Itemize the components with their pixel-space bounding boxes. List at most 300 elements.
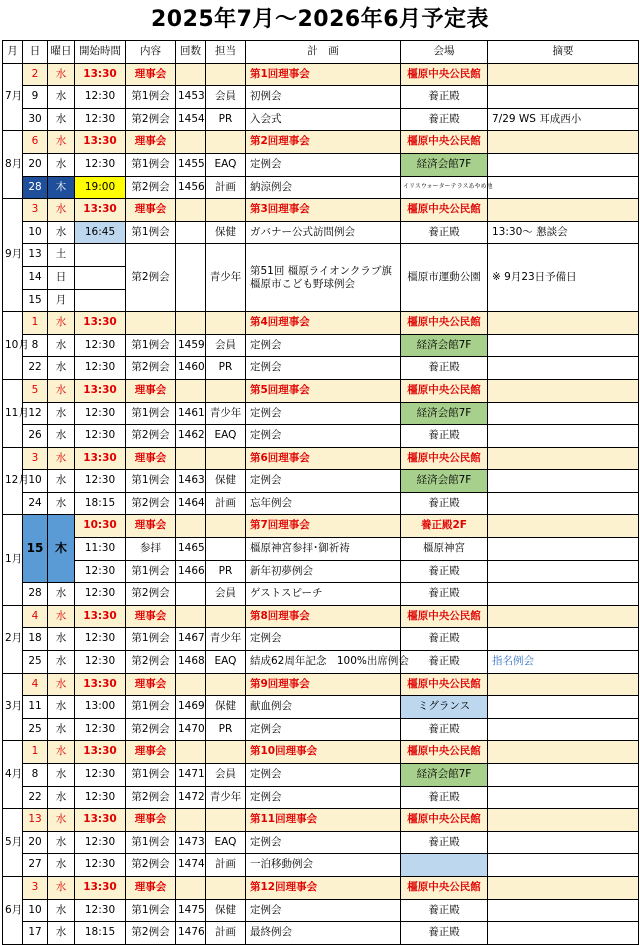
weekday-cell: 水 — [48, 696, 75, 719]
weekday-cell: 水 — [48, 831, 75, 854]
count-cell: 1454 — [176, 108, 206, 131]
day-cell: 2 — [23, 63, 48, 86]
weekday-cell: 水 — [48, 312, 75, 335]
day-cell: 4 — [23, 673, 48, 696]
header-row — [3, 41, 639, 64]
weekday-cell: 水 — [48, 764, 75, 787]
venue-cell: 橿原神宮 — [401, 538, 488, 561]
day-cell: 5 — [23, 379, 48, 402]
count-cell — [176, 605, 206, 628]
plan-cell: 入会式 — [246, 108, 401, 131]
day-cell: 15 — [23, 289, 48, 312]
count-cell — [176, 741, 206, 764]
plan-cell: 第3回理事会 — [246, 199, 401, 222]
start-time-cell: 11:30 — [75, 538, 126, 561]
charge-cell — [206, 199, 246, 222]
weekday-cell: 水 — [48, 876, 75, 899]
month-cell: 2月 — [3, 605, 23, 673]
plan-cell: 納涼例会 — [246, 176, 401, 199]
count-cell: 1459 — [176, 334, 206, 357]
plan-cell: 定例会 — [246, 425, 401, 448]
plan-cell: 初例会 — [246, 86, 401, 109]
note-cell — [488, 334, 639, 357]
start-time-cell: 13:30 — [75, 447, 126, 470]
content-cell: 第1例会 — [126, 764, 176, 787]
table-row — [3, 244, 639, 267]
venue-cell: 養正殿 — [401, 357, 488, 380]
count-cell — [176, 809, 206, 832]
venue-cell: 経済会館7F — [401, 153, 488, 176]
count-cell: 1467 — [176, 628, 206, 651]
content-cell: 理事会 — [126, 199, 176, 222]
venue-cell: 橿原中央公民館 — [401, 63, 488, 86]
note-cell — [488, 605, 639, 628]
weekday-cell: 水 — [48, 809, 75, 832]
note-cell — [488, 673, 639, 696]
start-time-cell: 13:30 — [75, 379, 126, 402]
venue-cell: 養正殿 — [401, 108, 488, 131]
table-row — [3, 538, 639, 561]
day-cell: 8 — [23, 764, 48, 787]
month-cell: 1月 — [3, 515, 23, 605]
month-cell: 8月 — [3, 131, 23, 199]
note-cell: 指名例会 — [488, 651, 639, 674]
charge-cell: 青少年 — [206, 244, 246, 312]
plan-cell: 献血例会 — [246, 696, 401, 719]
content-cell: 第1例会 — [126, 153, 176, 176]
plan-cell: 定例会 — [246, 402, 401, 425]
plan-cell: 忘年例会 — [246, 492, 401, 515]
count-cell: 1470 — [176, 718, 206, 741]
table-row — [3, 402, 639, 425]
table-row — [3, 199, 639, 222]
note-cell — [488, 425, 639, 448]
day-cell: 15 — [23, 515, 48, 583]
charge-cell — [206, 379, 246, 402]
count-cell: 1472 — [176, 786, 206, 809]
count-cell — [176, 515, 206, 538]
content-cell: 第1例会 — [126, 899, 176, 922]
start-time-cell: 12:30 — [75, 651, 126, 674]
table-row — [3, 786, 639, 809]
venue-cell: 養正殿 — [401, 651, 488, 674]
table-row — [3, 831, 639, 854]
day-cell: 11 — [23, 696, 48, 719]
count-cell — [176, 583, 206, 606]
count-cell: 1456 — [176, 176, 206, 199]
table-row — [3, 718, 639, 741]
header-charge: 担当 — [206, 41, 246, 64]
start-time-cell: 12:30 — [75, 786, 126, 809]
header-month: 月 — [3, 41, 23, 64]
venue-cell: 橿原中央公民館 — [401, 809, 488, 832]
start-time-cell: 18:15 — [75, 492, 126, 515]
note-cell — [488, 153, 639, 176]
content-cell: 第2例会 — [126, 922, 176, 945]
table-row — [3, 425, 639, 448]
count-cell: 1474 — [176, 854, 206, 877]
start-time-cell: 12:30 — [75, 334, 126, 357]
count-cell: 1468 — [176, 651, 206, 674]
venue-cell: ミグランス — [401, 696, 488, 719]
plan-cell: 定例会 — [246, 831, 401, 854]
table-row — [3, 492, 639, 515]
plan-cell: 定例会 — [246, 470, 401, 493]
plan-cell: 定例会 — [246, 899, 401, 922]
content-cell: 第1例会 — [126, 334, 176, 357]
weekday-cell: 月 — [48, 289, 75, 312]
plan-cell: 第11回理事会 — [246, 809, 401, 832]
day-cell: 24 — [23, 492, 48, 515]
weekday-cell: 水 — [48, 673, 75, 696]
start-time-cell — [75, 266, 126, 289]
start-time-cell: 12:30 — [75, 831, 126, 854]
venue-cell — [401, 854, 488, 877]
charge-cell: 保健 — [206, 696, 246, 719]
charge-cell — [206, 447, 246, 470]
venue-cell: 橿原中央公民館 — [401, 741, 488, 764]
weekday-cell: 日 — [48, 266, 75, 289]
day-cell: 4 — [23, 605, 48, 628]
charge-cell — [206, 63, 246, 86]
weekday-cell: 水 — [48, 86, 75, 109]
note-cell — [488, 176, 639, 199]
count-cell — [176, 221, 206, 244]
note-cell — [488, 831, 639, 854]
count-cell — [176, 379, 206, 402]
plan-cell: 第9回理事会 — [246, 673, 401, 696]
start-time-cell: 12:30 — [75, 108, 126, 131]
plan-cell: 第4回理事会 — [246, 312, 401, 335]
count-cell — [176, 447, 206, 470]
charge-cell: 青少年 — [206, 786, 246, 809]
count-cell: 1469 — [176, 696, 206, 719]
charge-cell — [206, 515, 246, 538]
header-start-time: 開始時間 — [75, 41, 126, 64]
day-cell: 3 — [23, 876, 48, 899]
venue-cell: 養正殿 — [401, 583, 488, 606]
venue-cell: 養正殿 — [401, 922, 488, 945]
table-row — [3, 876, 639, 899]
count-cell: 1453 — [176, 86, 206, 109]
weekday-cell: 水 — [48, 492, 75, 515]
content-cell: 理事会 — [126, 876, 176, 899]
month-cell: 10月 — [3, 312, 23, 380]
start-time-cell: 13:30 — [75, 199, 126, 222]
start-time-cell: 12:30 — [75, 764, 126, 787]
plan-cell: 第1回理事会 — [246, 63, 401, 86]
table-row — [3, 86, 639, 109]
count-cell: 1455 — [176, 153, 206, 176]
start-time-cell: 13:30 — [75, 131, 126, 154]
weekday-cell: 水 — [48, 199, 75, 222]
charge-cell — [206, 673, 246, 696]
charge-cell: 計画 — [206, 176, 246, 199]
note-cell — [488, 199, 639, 222]
venue-cell: イリスウォーターテラスあやめ池 — [401, 176, 488, 199]
venue-cell: 養正殿 — [401, 831, 488, 854]
note-cell — [488, 786, 639, 809]
content-cell: 理事会 — [126, 379, 176, 402]
count-cell: 1475 — [176, 899, 206, 922]
content-cell: 第1例会 — [126, 831, 176, 854]
charge-cell: EAQ — [206, 153, 246, 176]
start-time-cell: 13:30 — [75, 605, 126, 628]
day-cell: 6 — [23, 131, 48, 154]
table-row — [3, 583, 639, 606]
start-time-cell — [75, 289, 126, 312]
start-time-cell: 19:00 — [75, 176, 126, 199]
venue-cell: 橿原中央公民館 — [401, 379, 488, 402]
charge-cell — [206, 538, 246, 561]
weekday-cell: 水 — [48, 221, 75, 244]
weekday-cell: 水 — [48, 425, 75, 448]
table-row — [3, 153, 639, 176]
plan-cell: 第6回理事会 — [246, 447, 401, 470]
plan-cell: 第2回理事会 — [246, 131, 401, 154]
start-time-cell: 12:30 — [75, 402, 126, 425]
content-cell: 第2例会 — [126, 651, 176, 674]
note-cell — [488, 583, 639, 606]
plan-cell: 最終例会 — [246, 922, 401, 945]
month-cell: 7月 — [3, 63, 23, 131]
charge-cell — [206, 131, 246, 154]
table-row — [3, 605, 639, 628]
charge-cell: 計画 — [206, 854, 246, 877]
table-row — [3, 696, 639, 719]
weekday-cell: 水 — [48, 379, 75, 402]
weekday-cell: 水 — [48, 854, 75, 877]
plan-cell: 定例会 — [246, 153, 401, 176]
weekday-cell: 水 — [48, 108, 75, 131]
venue-cell: 橿原中央公民館 — [401, 673, 488, 696]
table-row — [3, 334, 639, 357]
plan-cell: 第12回理事会 — [246, 876, 401, 899]
table-row — [3, 176, 639, 199]
content-cell: 第1例会 — [126, 560, 176, 583]
content-cell: 第1例会 — [126, 402, 176, 425]
weekday-cell: 水 — [48, 334, 75, 357]
charge-cell: EAQ — [206, 831, 246, 854]
plan-cell: ゲストスピーチ — [246, 583, 401, 606]
venue-cell: 橿原中央公民館 — [401, 312, 488, 335]
start-time-cell: 12:30 — [75, 899, 126, 922]
charge-cell: 青少年 — [206, 402, 246, 425]
plan-cell: ガバナー公式訪問例会 — [246, 221, 401, 244]
start-time-cell: 13:30 — [75, 63, 126, 86]
charge-cell — [206, 605, 246, 628]
table-row — [3, 447, 639, 470]
header-plan: 計 画 — [246, 41, 401, 64]
content-cell: 第1例会 — [126, 696, 176, 719]
venue-cell: 養正殿 — [401, 718, 488, 741]
count-cell: 1473 — [176, 831, 206, 854]
table-row — [3, 131, 639, 154]
table-row — [3, 560, 639, 583]
day-cell: 10 — [23, 899, 48, 922]
count-cell: 1462 — [176, 425, 206, 448]
charge-cell: 保健 — [206, 221, 246, 244]
charge-cell — [206, 876, 246, 899]
venue-cell: 橿原中央公民館 — [401, 131, 488, 154]
plan-cell: 結成62周年記念 100%出席例会 — [246, 651, 401, 674]
count-cell — [176, 131, 206, 154]
count-cell: 1463 — [176, 470, 206, 493]
note-cell — [488, 131, 639, 154]
weekday-cell: 水 — [48, 402, 75, 425]
count-cell — [176, 312, 206, 335]
venue-cell: 橿原中央公民館 — [401, 447, 488, 470]
plan-cell: 定例会 — [246, 357, 401, 380]
month-cell: 5月 — [3, 809, 23, 877]
content-cell: 参拝 — [126, 538, 176, 561]
note-cell — [488, 741, 639, 764]
note-cell — [488, 357, 639, 380]
count-cell — [176, 244, 206, 312]
header-count: 回数 — [176, 41, 206, 64]
weekday-cell: 水 — [48, 922, 75, 945]
weekday-cell: 木 — [48, 515, 75, 583]
day-cell: 22 — [23, 786, 48, 809]
month-cell: 3月 — [3, 673, 23, 741]
content-cell: 第2例会 — [126, 786, 176, 809]
day-cell: 17 — [23, 922, 48, 945]
note-cell — [488, 809, 639, 832]
start-time-cell: 12:30 — [75, 425, 126, 448]
content-cell: 理事会 — [126, 63, 176, 86]
charge-cell: EAQ — [206, 425, 246, 448]
weekday-cell: 水 — [48, 651, 75, 674]
note-cell — [488, 86, 639, 109]
content-cell: 第2例会 — [126, 425, 176, 448]
count-cell — [176, 876, 206, 899]
month-cell: 6月 — [3, 876, 23, 944]
count-cell: 1461 — [176, 402, 206, 425]
table-row — [3, 470, 639, 493]
charge-cell: 会員 — [206, 334, 246, 357]
table-row — [3, 809, 639, 832]
venue-cell: 養正殿 — [401, 86, 488, 109]
start-time-cell: 12:30 — [75, 854, 126, 877]
day-cell: 8 — [23, 334, 48, 357]
plan-cell: 第7回理事会 — [246, 515, 401, 538]
header-note: 摘要 — [488, 41, 639, 64]
charge-cell: EAQ — [206, 651, 246, 674]
venue-cell: 橿原中央公民館 — [401, 199, 488, 222]
content-cell: 理事会 — [126, 605, 176, 628]
charge-cell: 計画 — [206, 492, 246, 515]
table-row — [3, 628, 639, 651]
charge-cell — [206, 809, 246, 832]
venue-cell: 経済会館7F — [401, 764, 488, 787]
content-cell: 第2例会 — [126, 357, 176, 380]
start-time-cell: 13:30 — [75, 312, 126, 335]
day-cell: 20 — [23, 831, 48, 854]
start-time-cell: 13:30 — [75, 673, 126, 696]
start-time-cell: 12:30 — [75, 560, 126, 583]
content-cell: 理事会 — [126, 131, 176, 154]
charge-cell: 計画 — [206, 922, 246, 945]
day-cell: 3 — [23, 199, 48, 222]
day-cell: 30 — [23, 108, 48, 131]
weekday-cell: 水 — [48, 605, 75, 628]
content-cell: 理事会 — [126, 809, 176, 832]
note-cell — [488, 854, 639, 877]
content-cell: 第2例会 — [126, 583, 176, 606]
venue-cell: 経済会館7F — [401, 470, 488, 493]
table-row — [3, 63, 639, 86]
month-cell: 4月 — [3, 741, 23, 809]
charge-cell: PR — [206, 108, 246, 131]
note-cell — [488, 63, 639, 86]
note-cell — [488, 447, 639, 470]
table-row — [3, 312, 639, 335]
weekday-cell: 水 — [48, 357, 75, 380]
table-row — [3, 515, 639, 538]
content-cell — [126, 312, 176, 335]
note-cell — [488, 492, 639, 515]
charge-cell: PR — [206, 357, 246, 380]
weekday-cell: 水 — [48, 447, 75, 470]
start-time-cell — [75, 244, 126, 267]
content-cell: 理事会 — [126, 447, 176, 470]
day-cell: 10 — [23, 470, 48, 493]
note-cell — [488, 764, 639, 787]
count-cell: 1464 — [176, 492, 206, 515]
venue-cell: 養正殿 — [401, 425, 488, 448]
count-cell: 1471 — [176, 764, 206, 787]
count-cell: 1460 — [176, 357, 206, 380]
weekday-cell: 木 — [48, 176, 75, 199]
count-cell: 1476 — [176, 922, 206, 945]
plan-cell: 定例会 — [246, 764, 401, 787]
note-cell — [488, 876, 639, 899]
charge-cell: 青少年 — [206, 628, 246, 651]
plan-cell: 新年初夢例会 — [246, 560, 401, 583]
note-cell — [488, 922, 639, 945]
charge-cell — [206, 312, 246, 335]
note-cell — [488, 899, 639, 922]
table-row — [3, 221, 639, 244]
note-cell — [488, 696, 639, 719]
content-cell: 第1例会 — [126, 628, 176, 651]
day-cell: 9 — [23, 86, 48, 109]
table-row — [3, 922, 639, 945]
charge-cell: 保健 — [206, 899, 246, 922]
plan-cell: 第51回 橿原ライオンクラブ旗 橿原市こども野球例会 — [246, 244, 401, 312]
start-time-cell: 12:30 — [75, 153, 126, 176]
venue-cell: 養正殿2F — [401, 515, 488, 538]
venue-cell: 養正殿 — [401, 899, 488, 922]
table-row — [3, 108, 639, 131]
charge-cell: PR — [206, 718, 246, 741]
content-cell: 第2例会 — [126, 492, 176, 515]
content-cell: 第1例会 — [126, 470, 176, 493]
day-cell: 26 — [23, 425, 48, 448]
charge-cell: PR — [206, 560, 246, 583]
note-cell — [488, 402, 639, 425]
count-cell — [176, 63, 206, 86]
content-cell: 理事会 — [126, 515, 176, 538]
header-day: 日 — [23, 41, 48, 64]
day-cell: 25 — [23, 718, 48, 741]
charge-cell: 保健 — [206, 470, 246, 493]
start-time-cell: 12:30 — [75, 583, 126, 606]
venue-cell: 養正殿 — [401, 628, 488, 651]
day-cell: 1 — [23, 741, 48, 764]
weekday-cell: 水 — [48, 583, 75, 606]
day-cell: 12 — [23, 402, 48, 425]
